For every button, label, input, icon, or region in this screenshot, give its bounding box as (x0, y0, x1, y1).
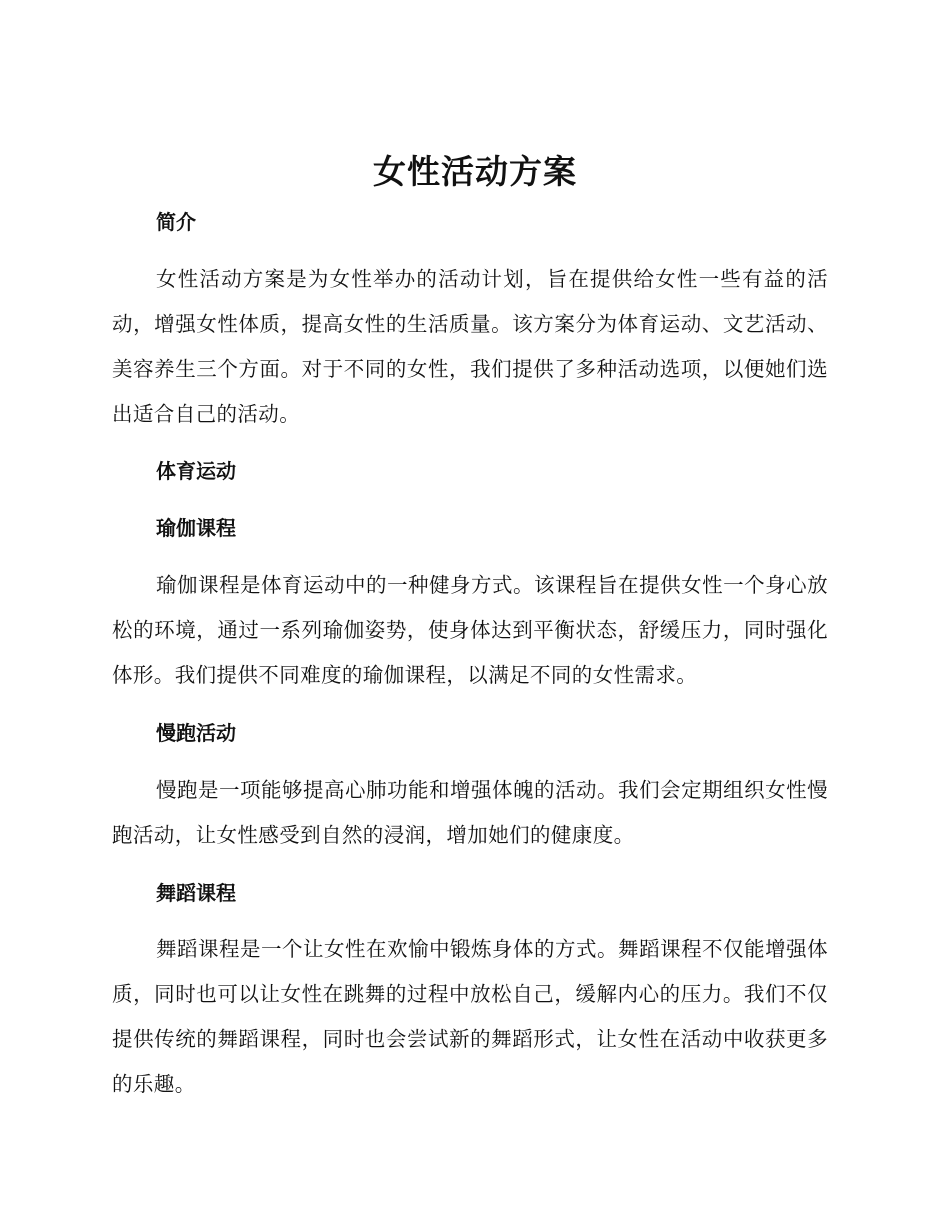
document-title: 女性活动方案 (373, 152, 577, 191)
paragraph-intro: 女性活动方案是为女性举办的活动计划，旨在提供给女性一些有益的活动，增强女性体质，提高女性的生活质量。该方案分为体育运动、文艺活动、美容养生三个方面。对于不同的女性，我们提供了多种活动选项，以便她们选出适合自己的活动。 (112, 267, 828, 426)
subsection-heading-dance: 舞蹈课程 (156, 881, 236, 905)
section-heading-sports: 体育运动 (156, 459, 236, 483)
paragraph-dance: 舞蹈课程是一个让女性在欢愉中锻炼身体的方式。舞蹈课程不仅能增强体质，同时也可以让女性在跳舞的过程中放松自己，缓解内心的压力。我们不仅提供传统的舞蹈课程，同时也会尝试新的舞蹈形式，让女性在活动中收获更多的乐趣。 (112, 937, 828, 1096)
subsection-heading-yoga: 瑜伽课程 (156, 516, 236, 540)
paragraph-yoga: 瑜伽课程是体育运动中的一种健身方式。该课程旨在提供女性一个身心放松的环境，通过一系列瑜伽姿势，使身体达到平衡状态，舒缓压力，同时强化体形。我们提供不同难度的瑜伽课程，以满足不同的女性需求。 (112, 573, 828, 687)
paragraph-jogging: 慢跑是一项能够提高心肺功能和增强体魄的活动。我们会定期组织女性慢跑活动，让女性感受到自然的浸润，增加她们的健康度。 (112, 778, 828, 847)
section-heading-intro: 简介 (156, 210, 196, 234)
subsection-heading-jogging: 慢跑活动 (156, 721, 236, 745)
